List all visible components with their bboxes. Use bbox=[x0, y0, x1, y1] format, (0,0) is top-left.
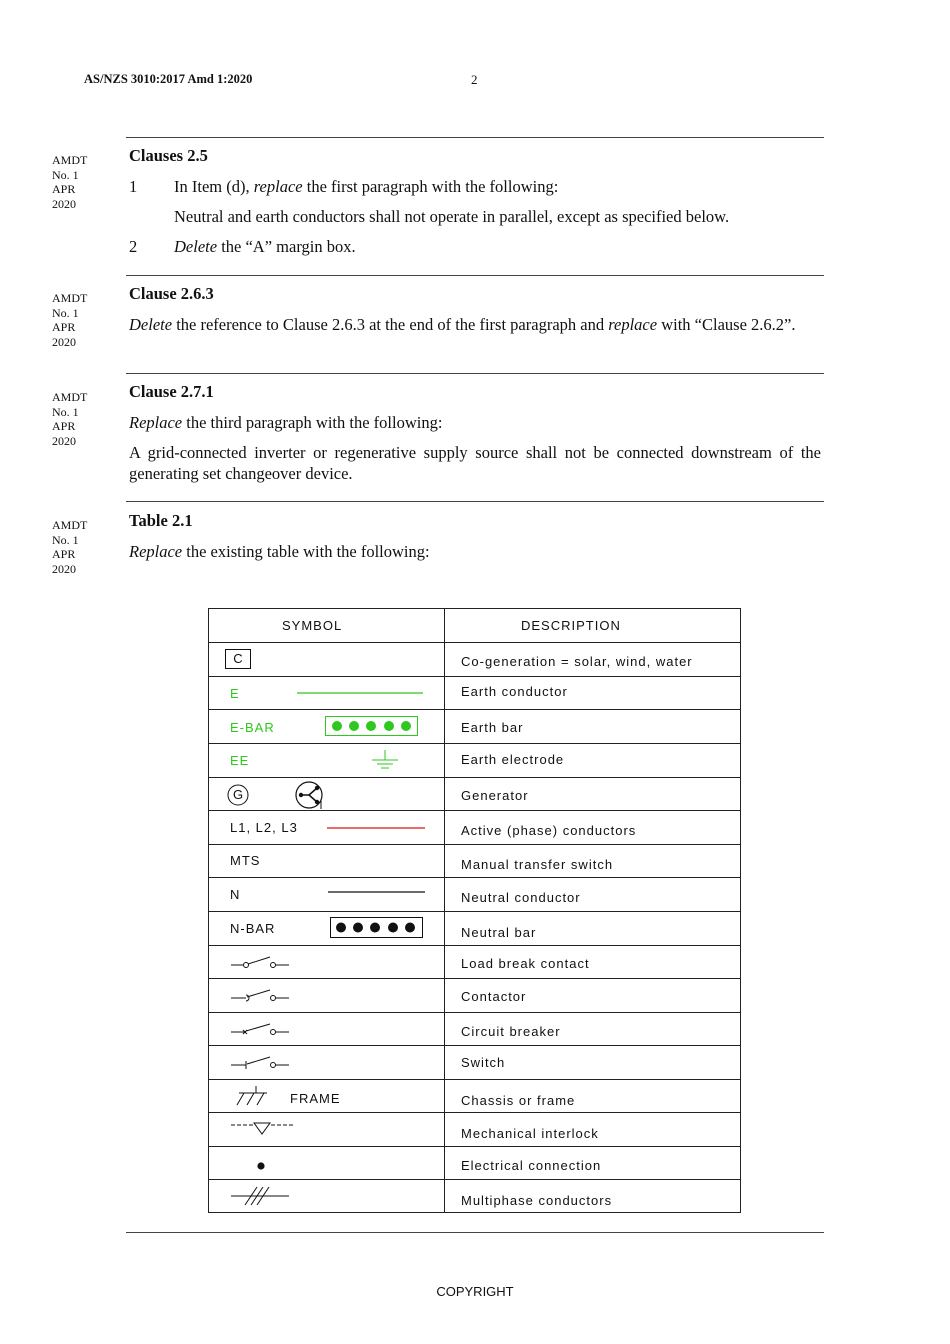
amendment-note: AMDT No. 1 APR 2020 bbox=[52, 518, 88, 576]
symbol-label: N bbox=[230, 887, 241, 902]
page-number: 2 bbox=[471, 72, 478, 87]
load-break-contact-icon bbox=[231, 955, 291, 969]
symbol-label: N-BAR bbox=[230, 921, 276, 936]
section-title: Clause 2.6.3 bbox=[129, 284, 214, 303]
section-divider bbox=[126, 373, 824, 374]
item-text: Delete the “A” margin box. bbox=[174, 237, 356, 256]
description-cell: Switch bbox=[461, 1055, 506, 1070]
replacement-text: Neutral and earth conductors shall not operate in parallel, except as specified below. bbox=[174, 207, 730, 226]
table-row bbox=[209, 1013, 740, 1046]
symbol-label: L1, L2, L3 bbox=[230, 820, 298, 835]
header-symbol: SYMBOL bbox=[282, 618, 343, 633]
section-divider bbox=[126, 1232, 824, 1233]
table-row bbox=[209, 878, 740, 912]
description-cell: Generator bbox=[461, 788, 529, 803]
symbol-label: EE bbox=[230, 753, 250, 768]
mechanical-interlock-icon bbox=[231, 1121, 295, 1141]
neutral-conductor-line-icon bbox=[328, 891, 425, 895]
section-title: Clauses 2.5 bbox=[129, 146, 208, 165]
header-description: DESCRIPTION bbox=[521, 618, 621, 633]
chassis-frame-icon bbox=[235, 1085, 269, 1107]
table-row bbox=[209, 744, 740, 778]
table-row bbox=[209, 1046, 740, 1080]
table-row bbox=[209, 1080, 740, 1113]
table-row bbox=[209, 946, 740, 979]
neutral-bar-icon bbox=[330, 917, 423, 938]
switch-icon bbox=[231, 1055, 291, 1069]
description-cell: Active (phase) conductors bbox=[461, 823, 637, 838]
earth-bar-icon bbox=[325, 716, 418, 736]
description-cell: Circuit breaker bbox=[461, 1024, 561, 1039]
earth-conductor-line-icon bbox=[297, 692, 423, 696]
description-cell: Manual transfer switch bbox=[461, 857, 614, 872]
amendment-note: AMDT No. 1 APR 2020 bbox=[52, 291, 88, 349]
generator-symbol-label: G bbox=[233, 787, 244, 802]
symbol-label: E bbox=[230, 686, 240, 701]
table-row bbox=[209, 979, 740, 1013]
section-instruction: Replace the third paragraph with the following: bbox=[129, 413, 443, 432]
table-header-row bbox=[209, 609, 740, 643]
section-divider bbox=[126, 501, 824, 502]
item-text: In Item (d), replace the first paragraph with the following: bbox=[174, 177, 559, 196]
description-cell: Multiphase conductors bbox=[461, 1193, 613, 1208]
section-body: Delete the reference to Clause 2.6.3 at the end of the first paragraph and replace with “Clause 2.6.2”. bbox=[129, 315, 796, 334]
table-row bbox=[209, 643, 740, 677]
description-cell: Contactor bbox=[461, 989, 527, 1004]
section-divider bbox=[126, 275, 824, 276]
contactor-icon bbox=[231, 988, 291, 1002]
description-cell: Earth conductor bbox=[461, 684, 568, 699]
symbol-label: E-BAR bbox=[230, 720, 275, 735]
description-cell: Electrical connection bbox=[461, 1158, 602, 1173]
table-row bbox=[209, 710, 740, 744]
symbol-label: MTS bbox=[230, 853, 261, 868]
copyright-footer: COPYRIGHT bbox=[436, 1284, 514, 1299]
description-cell: Load break contact bbox=[461, 956, 590, 971]
table-row bbox=[209, 811, 740, 845]
generator-symbol-icon bbox=[294, 780, 326, 810]
description-cell: Earth electrode bbox=[461, 752, 565, 767]
table-row bbox=[209, 1147, 740, 1180]
description-cell: Co-generation = solar, wind, water bbox=[461, 654, 693, 669]
item-number: 1 bbox=[129, 177, 138, 196]
table-row bbox=[209, 778, 740, 811]
amendment-note: AMDT No. 1 APR 2020 bbox=[52, 390, 88, 448]
description-cell: Chassis or frame bbox=[461, 1093, 576, 1108]
item-number: 2 bbox=[129, 237, 138, 256]
symbol-label: FRAME bbox=[290, 1091, 341, 1106]
section-title: Table 2.1 bbox=[129, 511, 193, 530]
cogeneration-symbol: C bbox=[225, 649, 251, 669]
description-cell: Neutral conductor bbox=[461, 890, 581, 905]
description-cell: Earth bar bbox=[461, 720, 524, 735]
description-cell: Mechanical interlock bbox=[461, 1126, 599, 1141]
multiphase-conductors-icon bbox=[231, 1185, 291, 1207]
section-instruction: Replace the existing table with the following: bbox=[129, 542, 430, 561]
table-row bbox=[209, 912, 740, 946]
section-title: Clause 2.7.1 bbox=[129, 382, 214, 401]
section-divider bbox=[126, 137, 824, 138]
amendment-note: AMDT No. 1 APR 2020 bbox=[52, 153, 88, 211]
description-cell: Neutral bar bbox=[461, 925, 537, 940]
electrical-connection-dot-icon bbox=[257, 1162, 265, 1170]
table-row bbox=[209, 845, 740, 878]
circuit-breaker-icon bbox=[231, 1022, 291, 1036]
table-row bbox=[209, 1113, 740, 1147]
table-row bbox=[209, 1180, 740, 1213]
earth-electrode-icon bbox=[371, 750, 399, 772]
standard-designation: AS/NZS 3010:2017 Amd 1:2020 bbox=[84, 72, 253, 86]
replacement-text: A grid-connected inverter or regenerative supply source shall not be connected downstream of the generating set changeover device. bbox=[129, 443, 821, 483]
active-conductor-line-icon bbox=[327, 827, 425, 831]
symbol-table bbox=[208, 608, 741, 1213]
table-row bbox=[209, 677, 740, 710]
